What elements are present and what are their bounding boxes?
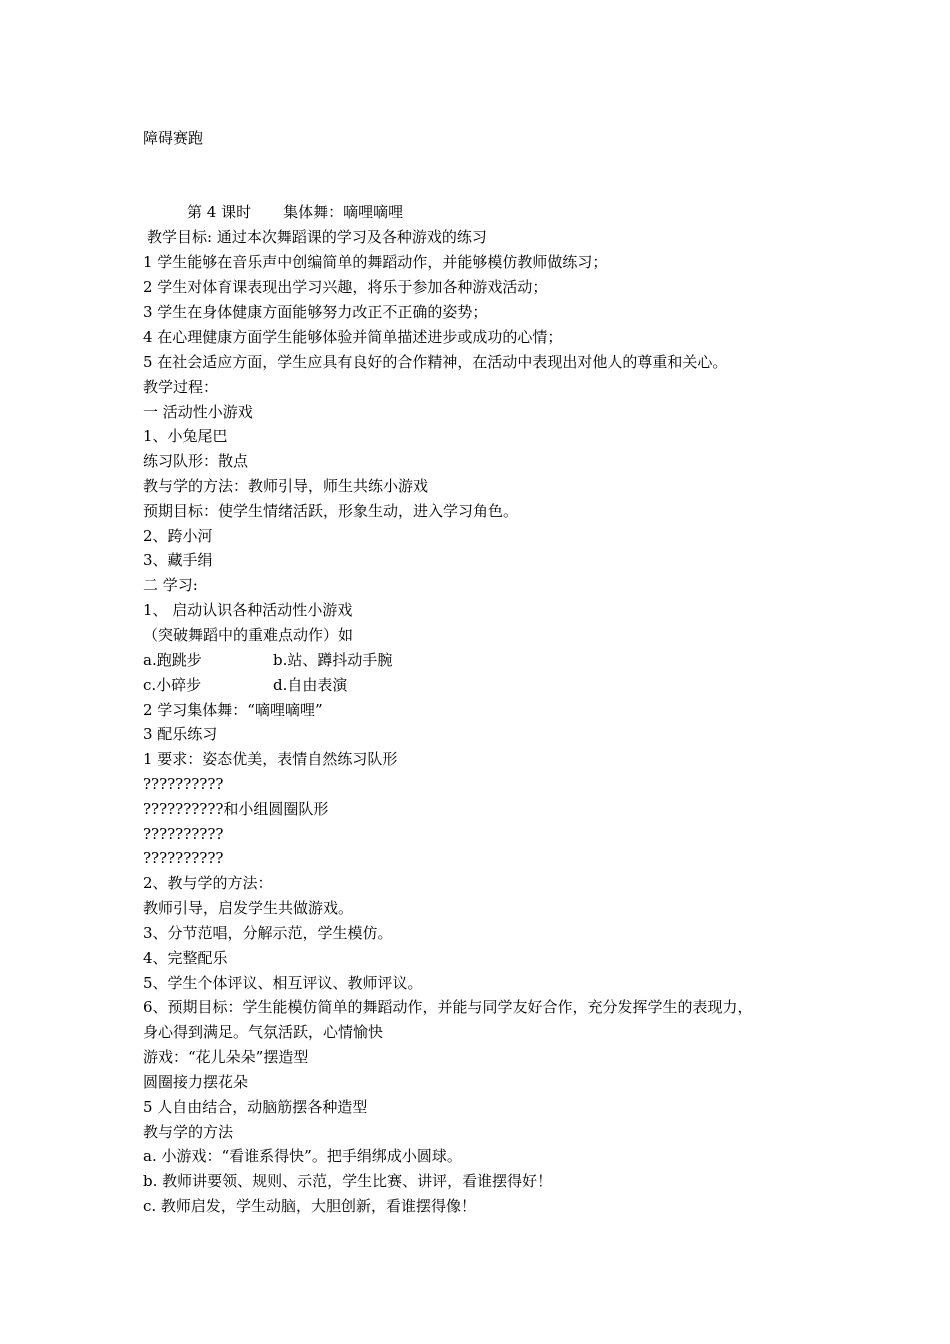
section-2-title: 二 学习: [143, 576, 198, 594]
section-1-title: 一 活动性小游戏 [143, 403, 253, 421]
move-d: d.自由表演 [273, 676, 348, 694]
lesson-title: 集体舞：嘀哩嘀哩 [283, 203, 404, 221]
requirement: 1 要求：姿态优美，表情自然练习队形 [143, 750, 398, 768]
section-1-formation: 练习队形：散点 [143, 452, 249, 470]
section-1-goal: 预期目标：使学生情绪活跃，形象生动，进入学习角色。 [143, 502, 519, 520]
unknown-line-3: ?????????? [143, 825, 224, 843]
move-a: a.跑跳步 [143, 651, 202, 669]
section-2-item-1: 1、 启动认识各种活动性小游戏 [143, 601, 353, 619]
game-step-a: a. 小游戏：“看谁系得快”。把手绢绑成小圆球。 [143, 1147, 462, 1165]
game-title: 游戏：“花儿朵朵”摆造型 [143, 1048, 309, 1066]
process-label: 教学过程： [143, 378, 219, 396]
moves-row-2 [143, 675, 348, 695]
game-line-2: 5 人自由结合，动脑筋摆各种造型 [143, 1098, 368, 1116]
method-2-text: 教师引导，启发学生共做游戏。 [143, 899, 354, 917]
section-2-note: （突破舞蹈中的重难点动作）如 [143, 626, 354, 644]
objective-intro: 教学目标: 通过本次舞蹈课的学习及各种游戏的练习 [147, 228, 487, 246]
unknown-line-4: ?????????? [143, 849, 224, 867]
unknown-line-1: ?????????? [143, 775, 224, 793]
objective-5: 5 在社会适应方面，学生应具有良好的合作精神，在活动中表现出对他人的尊重和关心。 [143, 353, 728, 371]
unknown-line-2: ??????????和小组圆圈队形 [143, 800, 329, 818]
game-method-label: 教与学的方法 [143, 1123, 234, 1141]
lesson-number: 第 4 课时 [187, 203, 252, 221]
section-1-method: 教与学的方法：教师引导，师生共练小游戏 [143, 477, 429, 495]
section-2-item-3: 3 配乐练习 [143, 725, 218, 743]
section-1-item-3: 3、藏手绢 [143, 551, 213, 569]
method-2-label: 2、教与学的方法： [143, 874, 273, 892]
method-5: 5、学生个体评议、相互评议、教师评议。 [143, 974, 423, 992]
objective-2: 2 学生对体育课表现出学习兴趣，将乐于参加各种游戏活动； [143, 278, 548, 296]
game-step-b: b. 教师讲要领、规则、示范，学生比赛、讲评，看谁摆得好！ [143, 1172, 553, 1190]
objective-3: 3 学生在身体健康方面能够努力改正不正确的姿势； [143, 303, 488, 321]
method-3: 3、分节范唱，分解示范，学生模仿。 [143, 924, 393, 942]
moves-row-1 [143, 650, 393, 670]
section-1-item-1: 1、小兔尾巴 [143, 427, 228, 445]
objective-1: 1 学生能够在音乐声中创编简单的舞蹈动作，并能够模仿教师做练习； [143, 253, 608, 271]
game-step-c: c. 教师启发，学生动脑，大胆创新，看谁摆得像！ [143, 1197, 476, 1215]
section-2-item-2: 2 学习集体舞：“嘀哩嘀哩” [143, 701, 323, 719]
method-6-line-1: 6、预期目标：学生能模仿简单的舞蹈动作，并能与同学友好合作，充分发挥学生的表现力， [143, 998, 753, 1016]
top-title: 障碍赛跑 [143, 129, 204, 147]
method-4: 4、完整配乐 [143, 949, 228, 967]
section-1-item-2: 2、跨小河 [143, 527, 213, 545]
move-c: c.小碎步 [143, 676, 202, 694]
method-6-line-2: 身心得到满足。气氛活跃，心情愉快 [143, 1023, 384, 1041]
move-b: b.站、蹲抖动手腕 [273, 651, 393, 669]
lesson-heading [187, 202, 403, 222]
game-line-1: 圆圈接力摆花朵 [143, 1073, 249, 1091]
objective-4: 4 在心理健康方面学生能够体验并简单描述进步或成功的心情； [143, 328, 563, 346]
